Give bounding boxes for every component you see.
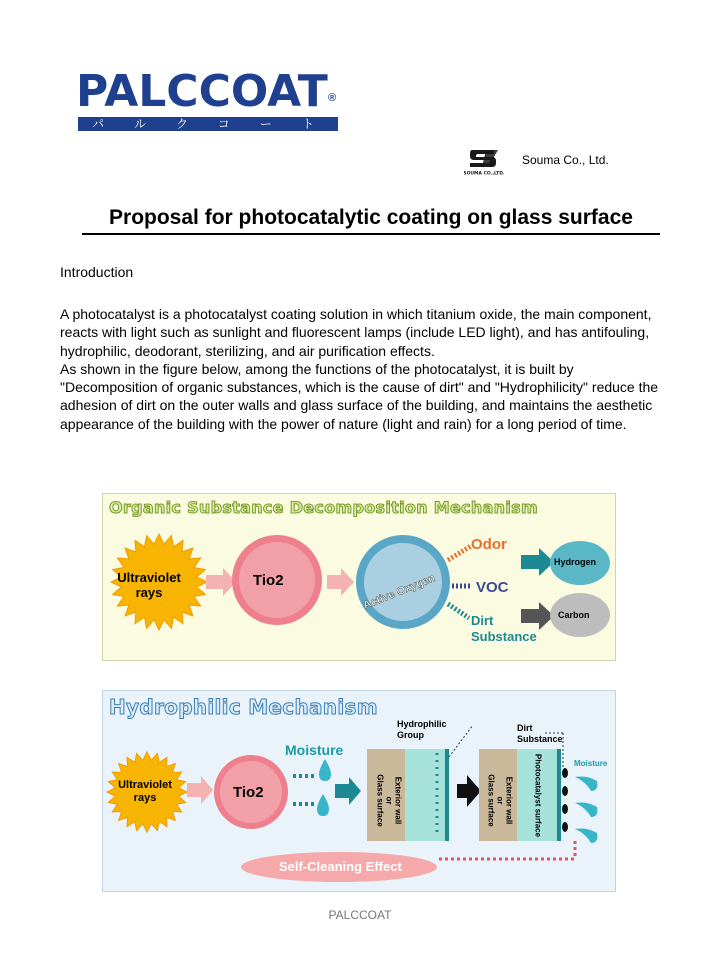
hydrophilic-group-label: Hydrophilic Group [397, 719, 447, 740]
arrow-icon [521, 548, 554, 576]
uv-label: Ultraviolet rays [117, 570, 181, 600]
arrow-icon [187, 776, 213, 804]
intro-heading: Introduction [60, 264, 134, 280]
wall-label-1: Exterior wall or Glass surface [375, 774, 403, 827]
arrow-icon [327, 568, 354, 596]
hydrophilic-title: Hydrophilic Mechanism [109, 695, 378, 719]
paragraph-2: As shown in the figure below, among the functions of the photocatalyst, it is built by "Decomposition of organic substances, which is the cause of dirt" and "Hydrophilicity" reduce the adhesion of dirt on the outer walls and glass surface of the building, and maintains the aesthetic appearance of the building with the power of nature (light and rain) for a long period of time. [60, 360, 659, 432]
tio2-label: Tio2 [253, 572, 284, 589]
voc-label: VOC [476, 579, 509, 596]
page-title: Proposal for photocatalytic coating on glass surface [82, 206, 660, 235]
water-drop-icon [317, 794, 329, 816]
decomposition-diagram [102, 493, 616, 661]
company-name: Souma Co., Ltd. [522, 153, 609, 167]
water-drop-icon [575, 829, 597, 844]
registered-mark: ® [328, 92, 337, 104]
logo-kana: パルクコート [92, 117, 338, 131]
moisture-small-label: Moisture [574, 759, 608, 768]
water-drop-icon [575, 777, 597, 792]
logo-wordmark: PALCCOAT [76, 66, 328, 117]
moisture-label: Moisture [285, 742, 344, 758]
odor-label: Odor [471, 536, 507, 553]
hydrophilic-diagram [102, 690, 616, 892]
uv-label: Ultraviolet rays [118, 779, 172, 804]
souma-mark-text: SOUMA CO.,LTD. [464, 171, 504, 176]
body-text [60, 305, 672, 433]
decomposition-title: Organic Substance Decomposition Mechanism [109, 498, 538, 517]
self-cleaning-label: Self-Cleaning Effect [279, 859, 402, 874]
arrow-icon [206, 568, 236, 596]
dirt-label: Dirt Substance [471, 613, 537, 644]
tio2-label: Tio2 [233, 784, 264, 801]
water-drop-icon [319, 759, 331, 781]
hydrogen-label: Hydrogen [554, 557, 597, 567]
photocatalyst-layer-1 [405, 749, 445, 841]
arrow-icon [457, 775, 481, 807]
arrow-icon [335, 777, 361, 805]
active-oxygen-label: Active Oxygen [361, 572, 437, 612]
dirt-substance-label: Dirt Substance [517, 723, 563, 744]
photocatalyst-surface-label: Photocatalyst surface [533, 753, 543, 838]
wall-label-2: Exterior wall or Glass surface [486, 774, 514, 827]
souma-logo-icon [464, 146, 504, 176]
palccoat-logo [76, 68, 340, 132]
footer: PALCCOAT [328, 908, 392, 922]
carbon-label: Carbon [558, 610, 590, 620]
water-drop-icon [575, 803, 597, 818]
paragraph-1: A photocatalyst is a photocatalyst coating solution in which titanium oxide, the main component, reacts with light such as sunlight and fluorescent lamps (include LED light), and has antifouling, hydrophilic, deodorant, sterilizing, and air purification effects. [60, 306, 652, 359]
